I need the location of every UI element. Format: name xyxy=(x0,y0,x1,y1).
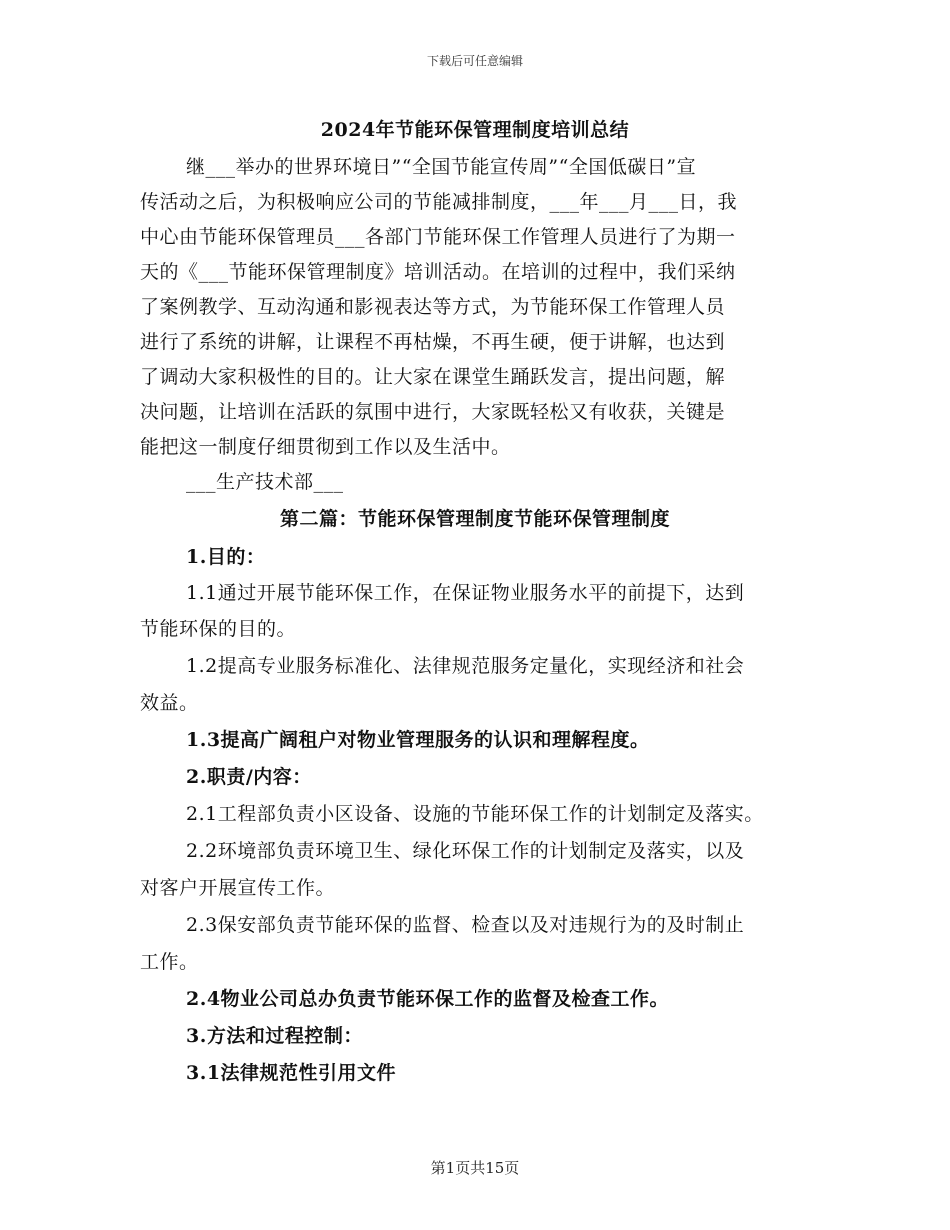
heading-methods: 3.方法和过程控制： xyxy=(186,1025,363,1047)
section-heading: 第二篇：节能环保管理制度节能环保管理制度 xyxy=(279,508,670,530)
paragraph-line: 了案例教学、互动沟通和影视表达等方式，为节能环保工作管理人员 xyxy=(140,296,726,318)
paragraph-line: 节能环保的目的。 xyxy=(140,618,297,640)
paragraph-line: 传活动之后，为积极响应公司的节能减排制度，___年___月___日，我 xyxy=(140,191,738,213)
paragraph-line: 了调动大家积极性的目的。让大家在课堂生踊跃发言，提出问题，解 xyxy=(140,366,726,388)
paragraph-line: 2.3保安部负责节能环保的监督、检查以及对违规行为的及时制止 xyxy=(186,914,745,936)
paragraph-line: 对客户开展宣传工作。 xyxy=(140,877,336,899)
paragraph-line: 2.2环境部负责环境卫生、绿化环保工作的计划制定及落实，以及 xyxy=(186,840,745,862)
header-watermark: 下载后可任意编辑 xyxy=(426,54,523,68)
paragraph-line: 进行了系统的讲解，让课程不再枯燥，不再生硬，便于讲解，也达到 xyxy=(140,331,726,353)
paragraph-line: 中心由节能环保管理员___各部门节能环保工作管理人员进行了为期一 xyxy=(140,226,736,248)
paragraph-line: 能把这一制度仔细贯彻到工作以及生活中。 xyxy=(140,436,511,458)
signature-line: ___生产技术部___ xyxy=(186,471,344,493)
heading-duties: 2.职责/内容： xyxy=(186,766,312,788)
paragraph-line: 2.1工程部负责小区设备、设施的节能环保工作的计划制定及落实。 xyxy=(186,803,764,825)
heading-purpose: 1.目的： xyxy=(186,546,266,568)
bold-item-2-4: 2.4物业公司总办负责节能环保工作的监督及检查工作。 xyxy=(186,988,670,1010)
page-footer: 第1页共15页 xyxy=(430,1159,520,1177)
bold-item-1-3: 1.3提高广阔租户对物业管理服务的认识和理解程度。 xyxy=(186,729,650,751)
heading-3-1: 3.1法律规范性引用文件 xyxy=(186,1062,397,1084)
paragraph-line: 决问题，让培训在活跃的氛围中进行，大家既轻松又有收获，关键是 xyxy=(140,401,726,423)
paragraph-line: 效益。 xyxy=(140,692,199,714)
paragraph-line: 1.2提高专业服务标准化、法律规范服务定量化，实现经济和社会 xyxy=(186,655,745,677)
document-title: 2024年节能环保管理制度培训总结 xyxy=(320,119,630,141)
paragraph-line: 工作。 xyxy=(140,951,199,973)
paragraph-line: 天的《___节能环保管理制度》培训活动。在培训的过程中，我们采纳 xyxy=(140,261,736,283)
paragraph-line: 继___举办的世界环境日”“全国节能宣传周”“全国低碳日”宣 xyxy=(186,156,697,178)
paragraph-line: 1.1通过开展节能环保工作，在保证物业服务水平的前提下，达到 xyxy=(186,582,745,604)
